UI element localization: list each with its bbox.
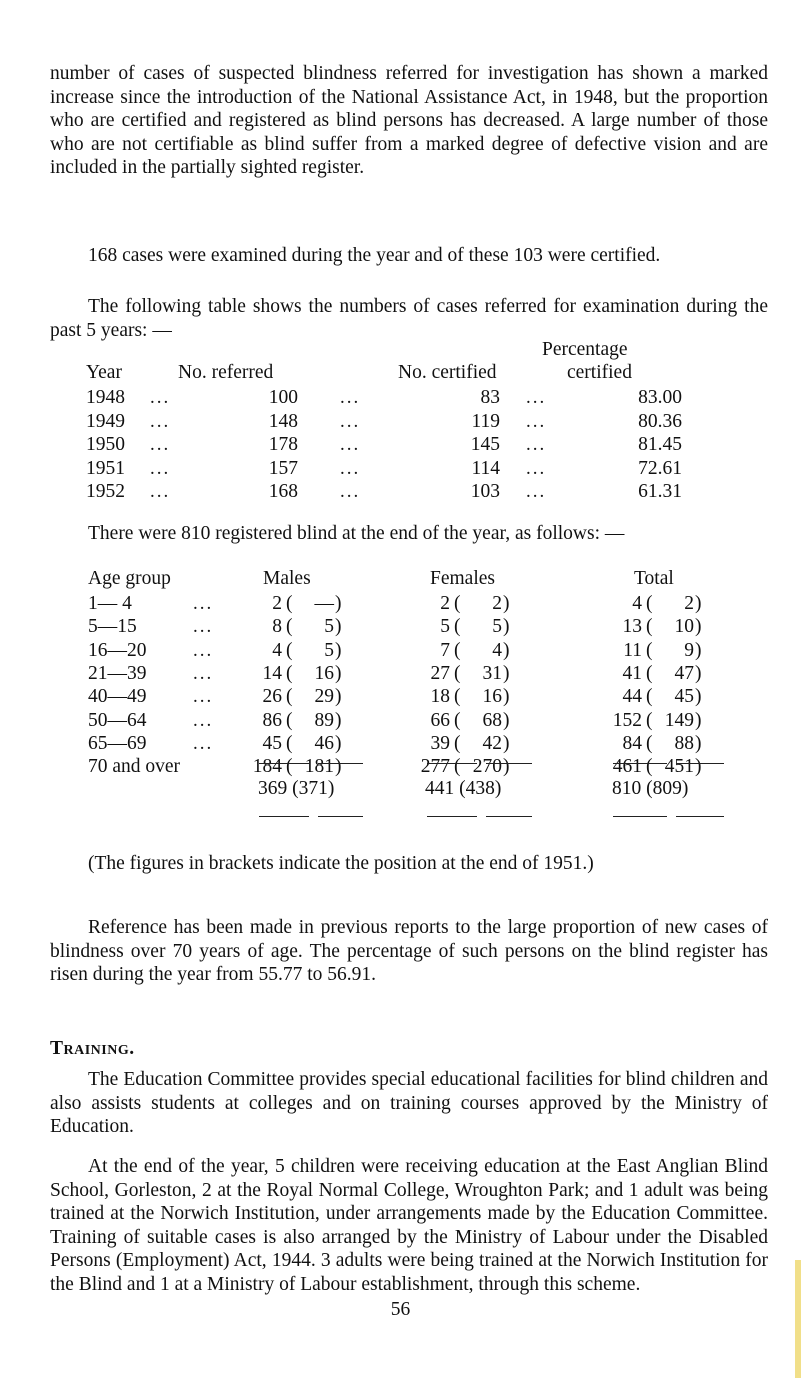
reg-open-paren: ( xyxy=(454,756,461,778)
reg-females-prev: 68 xyxy=(482,709,502,731)
ref-leader: ... xyxy=(150,387,171,408)
reg-leader: ... xyxy=(193,662,214,684)
reg-open-paren: ( xyxy=(454,616,461,638)
reg-close-paren: ) xyxy=(335,616,342,638)
reg-total-prev: 10 xyxy=(674,616,694,638)
reg-females: 277 xyxy=(420,756,450,778)
reg-close-paren: ) xyxy=(503,756,510,778)
reg-females: 2 xyxy=(440,593,450,614)
ref-certified: 119 xyxy=(471,410,500,432)
education-paragraph: The Education Committee provides special educational facilities for blind children and also assists students at colleges and on training courses approved by the Ministry of Education. xyxy=(50,1069,768,1137)
reg-close-paren: ) xyxy=(335,662,342,684)
ref-year: 1952 xyxy=(86,481,125,502)
reg-females: 18 xyxy=(430,686,450,708)
ref-year: 1949 xyxy=(86,410,125,432)
ref-leader: ... xyxy=(526,457,547,479)
reg-total-prev: 88 xyxy=(674,732,694,754)
ref-referred: 100 xyxy=(268,387,298,408)
reg-age-group: 70 and over xyxy=(88,756,181,778)
rule-females-c xyxy=(427,816,477,817)
reg-total-prev: 149 xyxy=(664,709,694,731)
header-certified: No. certified xyxy=(398,362,497,383)
reg-age-group: 16—20 xyxy=(88,639,147,661)
rule-females-a xyxy=(427,763,477,764)
reg-males-prev: — xyxy=(314,593,334,614)
reg-total: 13 xyxy=(622,616,642,638)
reg-close-paren: ) xyxy=(695,709,702,731)
reg-close-paren: ) xyxy=(695,639,702,661)
ref-leader: ... xyxy=(526,410,547,432)
ref-year: 1951 xyxy=(86,457,125,479)
reg-open-paren: ( xyxy=(286,686,293,708)
rule-males-a xyxy=(259,763,309,764)
reg-age-group: 5—15 xyxy=(88,616,137,638)
ref-referred: 157 xyxy=(268,457,298,479)
reg-open-paren: ( xyxy=(646,709,653,731)
rule-total-a xyxy=(613,763,667,764)
reg-open-paren: ( xyxy=(286,616,293,638)
over-70-paragraph: Reference has been made in previous reports to the large proportion of new cases of blindness over 70 years of age. The percentage of such persons on the blind register has risen during the year from 55.77 to 56.91. xyxy=(50,917,768,985)
reg-females-prev: 31 xyxy=(482,662,502,684)
reg-leader: ... xyxy=(193,593,214,614)
ref-percentage: 61.31 xyxy=(638,481,682,502)
header-age-group: Age group xyxy=(88,568,171,589)
reg-total-prev: 45 xyxy=(674,686,694,708)
ref-leader: ... xyxy=(340,387,361,408)
reg-close-paren: ) xyxy=(695,662,702,684)
reg-total: 11 xyxy=(623,639,642,661)
reg-females-prev: 16 xyxy=(482,686,502,708)
reg-males-prev: 181 xyxy=(304,756,334,778)
ref-leader: ... xyxy=(526,387,547,408)
reg-open-paren: ( xyxy=(454,732,461,754)
table-intro-paragraph: The following table shows the numbers of cases referred for examination during the past 5 years: — xyxy=(50,296,768,341)
reg-females-prev: 42 xyxy=(482,732,502,754)
ref-leader: ... xyxy=(150,434,171,455)
reg-total: 41 xyxy=(622,662,642,684)
reg-total-prev: 451 xyxy=(664,756,694,778)
ref-leader: ... xyxy=(150,457,171,479)
reg-males: 86 xyxy=(262,709,282,731)
rule-females-d xyxy=(486,816,532,817)
reg-close-paren: ) xyxy=(503,709,510,731)
ref-referred: 168 xyxy=(268,481,298,502)
reg-males: 26 xyxy=(262,686,282,708)
header-year: Year xyxy=(86,362,122,383)
reg-close-paren: ) xyxy=(335,639,342,661)
ref-certified: 145 xyxy=(470,434,500,455)
reg-females-prev: 2 xyxy=(492,593,502,614)
header-referred: No. referred xyxy=(178,362,274,383)
reg-males-prev: 5 xyxy=(324,639,334,661)
rule-males-b xyxy=(318,763,363,764)
total-males: 369 (371) xyxy=(258,778,335,799)
rule-total-c xyxy=(613,816,667,817)
register-intro-paragraph: There were 810 registered blind at the end of the year, as follows: — xyxy=(88,523,625,544)
reg-open-paren: ( xyxy=(646,616,653,638)
reg-total-prev: 2 xyxy=(684,593,694,614)
header-total: Total xyxy=(634,568,674,589)
header-males: Males xyxy=(263,568,311,589)
reg-leader: ... xyxy=(193,732,214,754)
reg-open-paren: ( xyxy=(454,686,461,708)
reg-close-paren: ) xyxy=(695,593,702,614)
ref-referred: 148 xyxy=(268,410,298,432)
header-females: Females xyxy=(430,568,495,589)
reg-age-group: 40—49 xyxy=(88,686,147,708)
reg-males-prev: 29 xyxy=(314,686,334,708)
reg-total: 461 xyxy=(612,756,642,778)
reg-close-paren: ) xyxy=(503,639,510,661)
ref-leader: ... xyxy=(150,410,171,432)
reg-open-paren: ( xyxy=(646,593,653,614)
reg-open-paren: ( xyxy=(454,639,461,661)
reg-females: 5 xyxy=(440,616,450,638)
reg-close-paren: ) xyxy=(695,756,702,778)
rule-males-d xyxy=(318,816,363,817)
reg-males: 4 xyxy=(272,639,282,661)
reg-females: 66 xyxy=(430,709,450,731)
reg-open-paren: ( xyxy=(646,639,653,661)
reg-open-paren: ( xyxy=(286,639,293,661)
reg-open-paren: ( xyxy=(286,709,293,731)
reg-close-paren: ) xyxy=(503,616,510,638)
header-percentage-line2: certified xyxy=(567,362,632,383)
reg-females-prev: 5 xyxy=(492,616,502,638)
reg-leader: ... xyxy=(193,616,214,638)
reg-males: 184 xyxy=(252,756,282,778)
reg-total-prev: 9 xyxy=(684,639,694,661)
reg-males-prev: 89 xyxy=(314,709,334,731)
ref-year: 1948 xyxy=(86,387,125,408)
intro-paragraph: number of cases of suspected blindness referred for investigation has shown a marked increase since the introduction of the National Assistance Act, in 1948, but the proportion who are certified and registered as blind persons has decreased. A large number of those who are not certifiable as blind suffer from a marked degree of defective vision and are included in the partially sighted register. xyxy=(50,63,768,178)
reg-age-group: 1— 4 xyxy=(88,593,132,614)
ref-percentage: 72.61 xyxy=(638,457,682,479)
reg-close-paren: ) xyxy=(335,732,342,754)
ref-percentage: 81.45 xyxy=(638,434,682,455)
ref-leader: ... xyxy=(526,481,547,502)
reg-total: 84 xyxy=(622,732,642,754)
reg-open-paren: ( xyxy=(454,709,461,731)
ref-leader: ... xyxy=(150,481,171,502)
reg-males-prev: 46 xyxy=(314,732,334,754)
ref-leader: ... xyxy=(340,457,361,479)
ref-leader: ... xyxy=(340,481,361,502)
reg-females: 27 xyxy=(430,662,450,684)
reg-close-paren: ) xyxy=(335,593,342,614)
total-overall: 810 (809) xyxy=(612,778,689,799)
reg-males: 2 xyxy=(272,593,282,614)
reg-females: 7 xyxy=(440,639,450,661)
reg-close-paren: ) xyxy=(503,593,510,614)
ref-leader: ... xyxy=(340,434,361,455)
reg-open-paren: ( xyxy=(646,756,653,778)
rule-total-b xyxy=(676,763,724,764)
reg-close-paren: ) xyxy=(503,732,510,754)
ref-certified: 114 xyxy=(471,457,500,479)
reg-males: 8 xyxy=(272,616,282,638)
reg-close-paren: ) xyxy=(335,756,342,778)
reg-close-paren: ) xyxy=(695,616,702,638)
ref-leader: ... xyxy=(526,434,547,455)
reg-open-paren: ( xyxy=(454,593,461,614)
reg-open-paren: ( xyxy=(286,756,293,778)
reg-age-group: 21—39 xyxy=(88,662,147,684)
reg-females-prev: 4 xyxy=(492,639,502,661)
reg-leader: ... xyxy=(193,639,214,661)
reg-total: 44 xyxy=(622,686,642,708)
ref-percentage: 83.00 xyxy=(638,387,682,408)
reg-age-group: 65—69 xyxy=(88,732,147,754)
total-females: 441 (438) xyxy=(425,778,502,799)
reg-total: 4 xyxy=(632,593,642,614)
ref-certified: 103 xyxy=(470,481,500,502)
reg-close-paren: ) xyxy=(695,686,702,708)
training-paragraph: At the end of the year, 5 children were receiving education at the East Anglian Blind School, Gorleston, 2 at the Royal Normal College, Wroughton Park; and 1 adult was being trained at the Norwich Institution, under arrangements made by the Education Committee. Training of suitable cases is also arranged by the Ministry of Labour under the Disabled Persons (Employment) Act, 1944. 3 adults were being trained at the Norwich Institution for the Blind and 1 at a Ministry of Labour establishment, through this scheme. xyxy=(50,1156,768,1295)
reg-open-paren: ( xyxy=(646,662,653,684)
reg-leader: ... xyxy=(193,686,214,708)
reg-open-paren: ( xyxy=(286,593,293,614)
ref-referred: 178 xyxy=(268,434,298,455)
reg-males-prev: 16 xyxy=(314,662,334,684)
reg-open-paren: ( xyxy=(286,662,293,684)
reg-close-paren: ) xyxy=(503,686,510,708)
reg-open-paren: ( xyxy=(646,732,653,754)
reg-close-paren: ) xyxy=(335,709,342,731)
reg-close-paren: ) xyxy=(335,686,342,708)
ref-year: 1950 xyxy=(86,434,125,455)
reg-females-prev: 270 xyxy=(472,756,502,778)
training-heading: Training. xyxy=(50,1038,135,1059)
reg-leader: ... xyxy=(193,709,214,731)
ref-certified: 83 xyxy=(480,387,500,408)
rule-males-c xyxy=(259,816,309,817)
cases-examined-paragraph: 168 cases were examined during the year and of these 103 were certified. xyxy=(88,245,661,266)
reg-open-paren: ( xyxy=(286,732,293,754)
reg-age-group: 50—64 xyxy=(88,709,147,731)
reg-females: 39 xyxy=(430,732,450,754)
page-number: 56 xyxy=(390,1299,411,1320)
rule-total-d xyxy=(676,816,724,817)
reg-close-paren: ) xyxy=(695,732,702,754)
brackets-note: (The figures in brackets indicate the position at the end of 1951.) xyxy=(88,853,594,874)
ref-percentage: 80.36 xyxy=(638,410,682,432)
reg-males-prev: 5 xyxy=(324,616,334,638)
reg-males: 14 xyxy=(262,662,282,684)
rule-females-b xyxy=(486,763,532,764)
reg-open-paren: ( xyxy=(454,662,461,684)
reg-total-prev: 47 xyxy=(674,662,694,684)
reg-males: 45 xyxy=(262,732,282,754)
ref-leader: ... xyxy=(340,410,361,432)
scan-edge-mark xyxy=(795,1260,801,1378)
reg-total: 152 xyxy=(612,709,642,731)
reg-open-paren: ( xyxy=(646,686,653,708)
header-percentage-line1: Percentage xyxy=(542,339,628,360)
reg-close-paren: ) xyxy=(503,662,510,684)
